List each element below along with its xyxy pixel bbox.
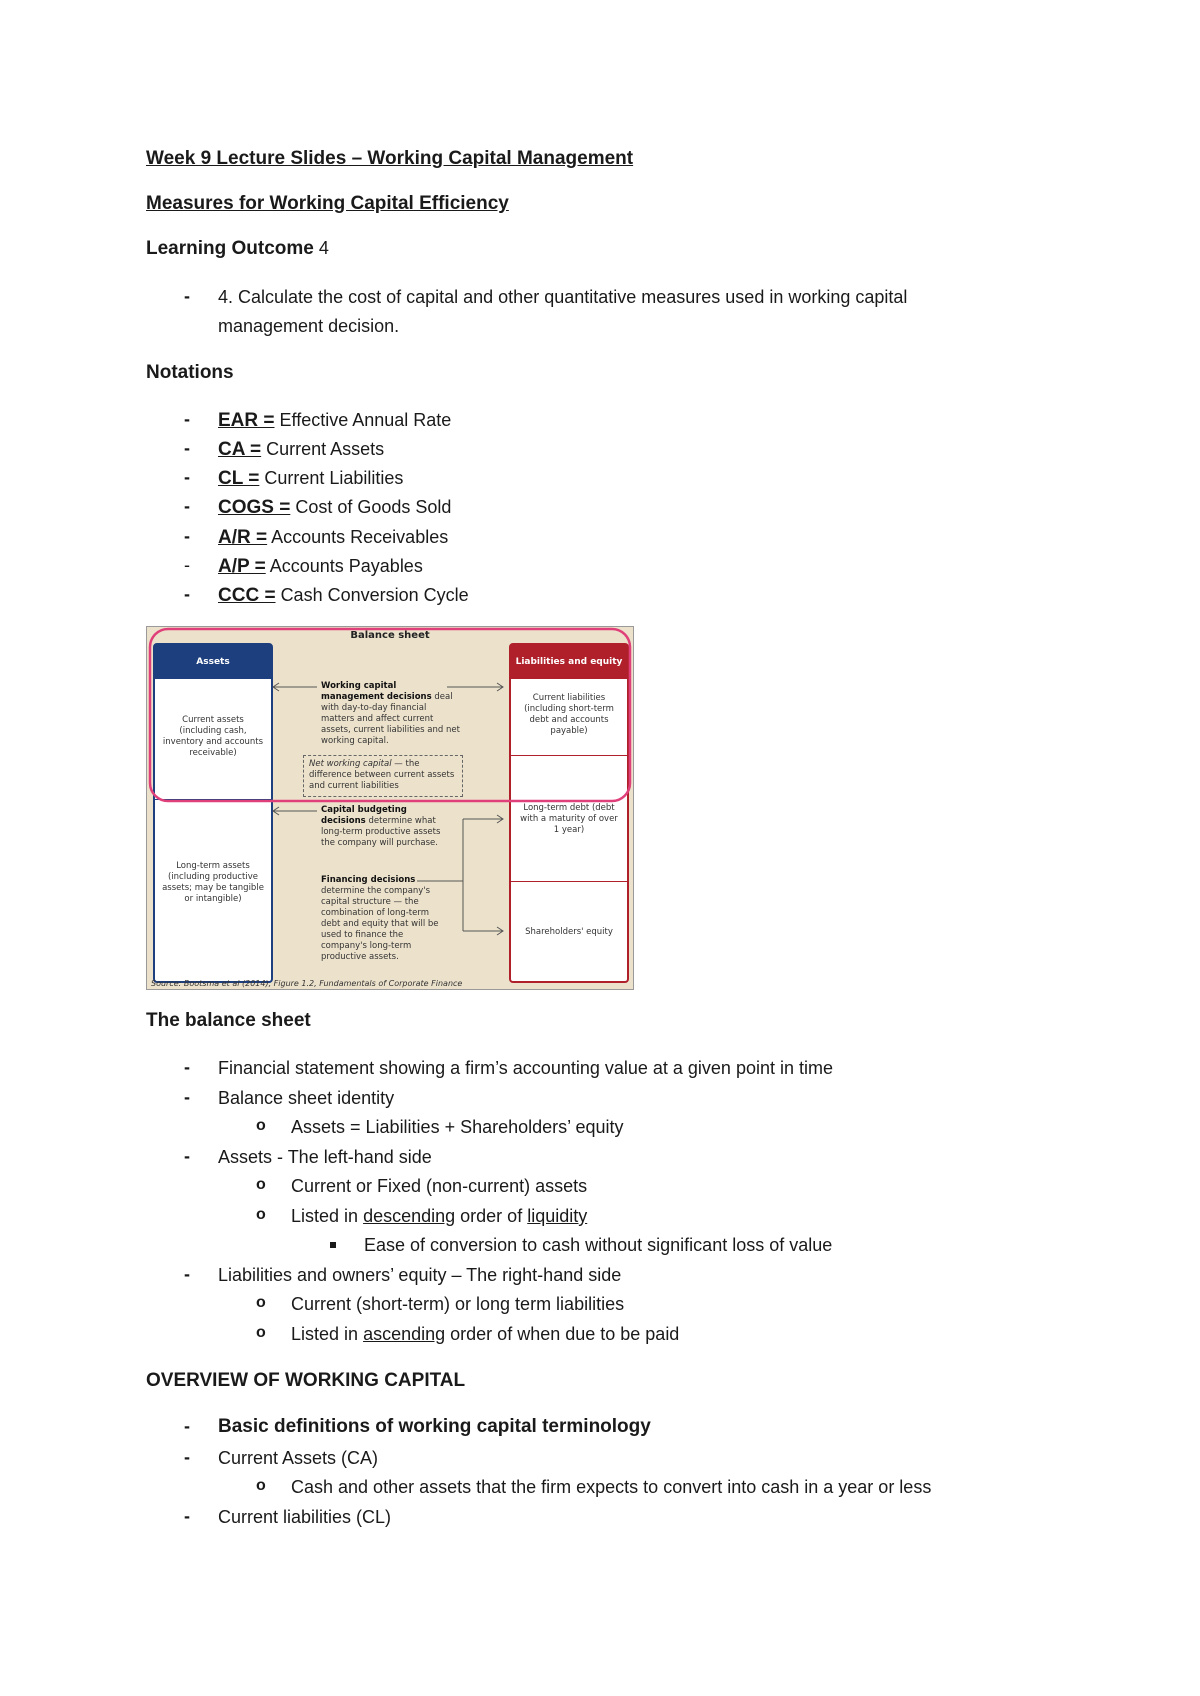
bullet-dash-icon: - (184, 1264, 190, 1284)
balance-sheet-figure (146, 626, 634, 990)
assets-header: Assets (155, 645, 271, 679)
section-subtitle: Measures for Working Capital Efficiency (146, 193, 509, 214)
bs-bullet-3a: Current or Fixed (non-current) assets (291, 1176, 588, 1196)
longterm-assets-label: Long-term assets (including productive assets; may be tangible or intangible) (162, 861, 264, 904)
bs-bullet-3b-i: Ease of conversion to cash without significant loss of value (364, 1235, 833, 1255)
bullet-dash-icon: - (184, 526, 190, 546)
bullet-dash-icon: - (184, 1146, 190, 1166)
notation-item: CCC = Cash Conversion Cycle (218, 585, 469, 606)
longterm-debt-label: Long-term debt (debt with a maturity of over 1 year) (520, 803, 618, 835)
bs-bullet-3: Assets - The left-hand side (218, 1147, 432, 1167)
notations-heading: Notations (146, 362, 234, 383)
bullet-dash-icon: - (184, 584, 190, 604)
bullet-dash-icon: - (184, 1506, 190, 1526)
notation-item: A/R = Accounts Receivables (218, 527, 449, 548)
bullet-dash-icon: - (184, 286, 190, 306)
learning-outcome-heading (146, 238, 329, 260)
page-title: Week 9 Lecture Slides – Working Capital Management (146, 148, 634, 169)
capital-budgeting-text: Capital budgeting decisions determine what long-term productive assets the company will purchase. (321, 805, 441, 848)
liabilities-header: Liabilities and equity (511, 645, 627, 679)
learning-outcome-line2: management decision. (218, 316, 400, 336)
bullet-circle-icon: o (256, 1294, 266, 1311)
bullet-dash-icon: - (184, 467, 190, 487)
figure-header: Balance sheet (350, 630, 430, 641)
bullet-dash-icon: - (184, 1416, 190, 1436)
overview-bullet-3: Current liabilities (CL) (218, 1507, 392, 1527)
overview-bullet-2: Current Assets (CA) (218, 1448, 379, 1468)
bs-bullet-4: Liabilities and owners’ equity – The right-hand side (218, 1265, 622, 1285)
overview-bullet-2a: Cash and other assets that the firm expects to convert into cash in a year or less (291, 1477, 932, 1497)
figure-source: Source: Bootsma et al (2014), Figure 1.2, Fundamentals of Corporate Finance (151, 979, 463, 988)
bullet-dash-icon: - (184, 409, 190, 429)
notation-item: CA = Current Assets (218, 439, 385, 460)
bullet-dash-icon: - (184, 1087, 190, 1107)
bullet-circle-icon: o (256, 1117, 266, 1134)
overview-heading: OVERVIEW OF WORKING CAPITAL (146, 1370, 466, 1391)
balance-sheet-heading: The balance sheet (146, 1010, 311, 1031)
bullet-square-icon (330, 1242, 336, 1248)
financing-decisions-text: Financing decisions determine the company's capital structure — the combination of long-term debt and equity that will be used to finance the company's long-term productive assets. (321, 875, 439, 962)
notation-item: EAR = Effective Annual Rate (218, 410, 452, 431)
bullet-dash-icon: - (184, 1057, 190, 1077)
overview-bullet-1: Basic definitions of working capital terminology (218, 1416, 651, 1437)
bullet-circle-icon: o (256, 1324, 266, 1341)
notation-item: CL = Current Liabilities (218, 468, 404, 489)
bullet-circle-icon: o (256, 1477, 266, 1494)
notation-item: COGS = Cost of Goods Sold (218, 497, 452, 518)
learning-outcome-number: 4 (318, 238, 329, 258)
learning-outcome-line1: 4. Calculate the cost of capital and other quantitative measures used in working capital (218, 287, 908, 307)
bullet-circle-icon: o (256, 1206, 266, 1223)
current-assets-label: Current assets (including cash, inventory and accounts receivable) (162, 715, 264, 758)
nwc-text: Net working capital — the difference between current assets and current liabilities (309, 759, 455, 791)
wc-decisions-text: Working capital management decisions deal with day-to-day financial matters and affect current assets, current liabilities and net working capital. (321, 681, 460, 746)
bs-bullet-4a: Current (short-term) or long term liabilities (291, 1294, 625, 1314)
bs-bullet-2: Balance sheet identity (218, 1088, 395, 1108)
figure-arrows (147, 627, 633, 989)
learning-outcome-label: Learning Outcome (146, 238, 314, 259)
bs-bullet-3b: Listed in descending order of liquidity (291, 1206, 588, 1226)
bullet-dash-icon: - (184, 555, 190, 575)
bs-bullet-4b: Listed in ascending order of when due to be paid (291, 1324, 680, 1344)
bs-bullet-2a: Assets = Liabilities + Shareholders’ equity (291, 1117, 624, 1137)
current-liabilities-label: Current liabilities (including short-term debt and accounts payable) (524, 693, 614, 736)
shareholders-equity-label: Shareholders' equity (525, 927, 613, 937)
bullet-dash-icon: - (184, 496, 190, 516)
bullet-dash-icon: - (184, 438, 190, 458)
bullet-circle-icon: o (256, 1176, 266, 1193)
notation-item: A/P = Accounts Payables (218, 556, 423, 577)
bullet-dash-icon: - (184, 1447, 190, 1467)
bs-bullet-1: Financial statement showing a firm’s accounting value at a given point in time (218, 1058, 833, 1078)
